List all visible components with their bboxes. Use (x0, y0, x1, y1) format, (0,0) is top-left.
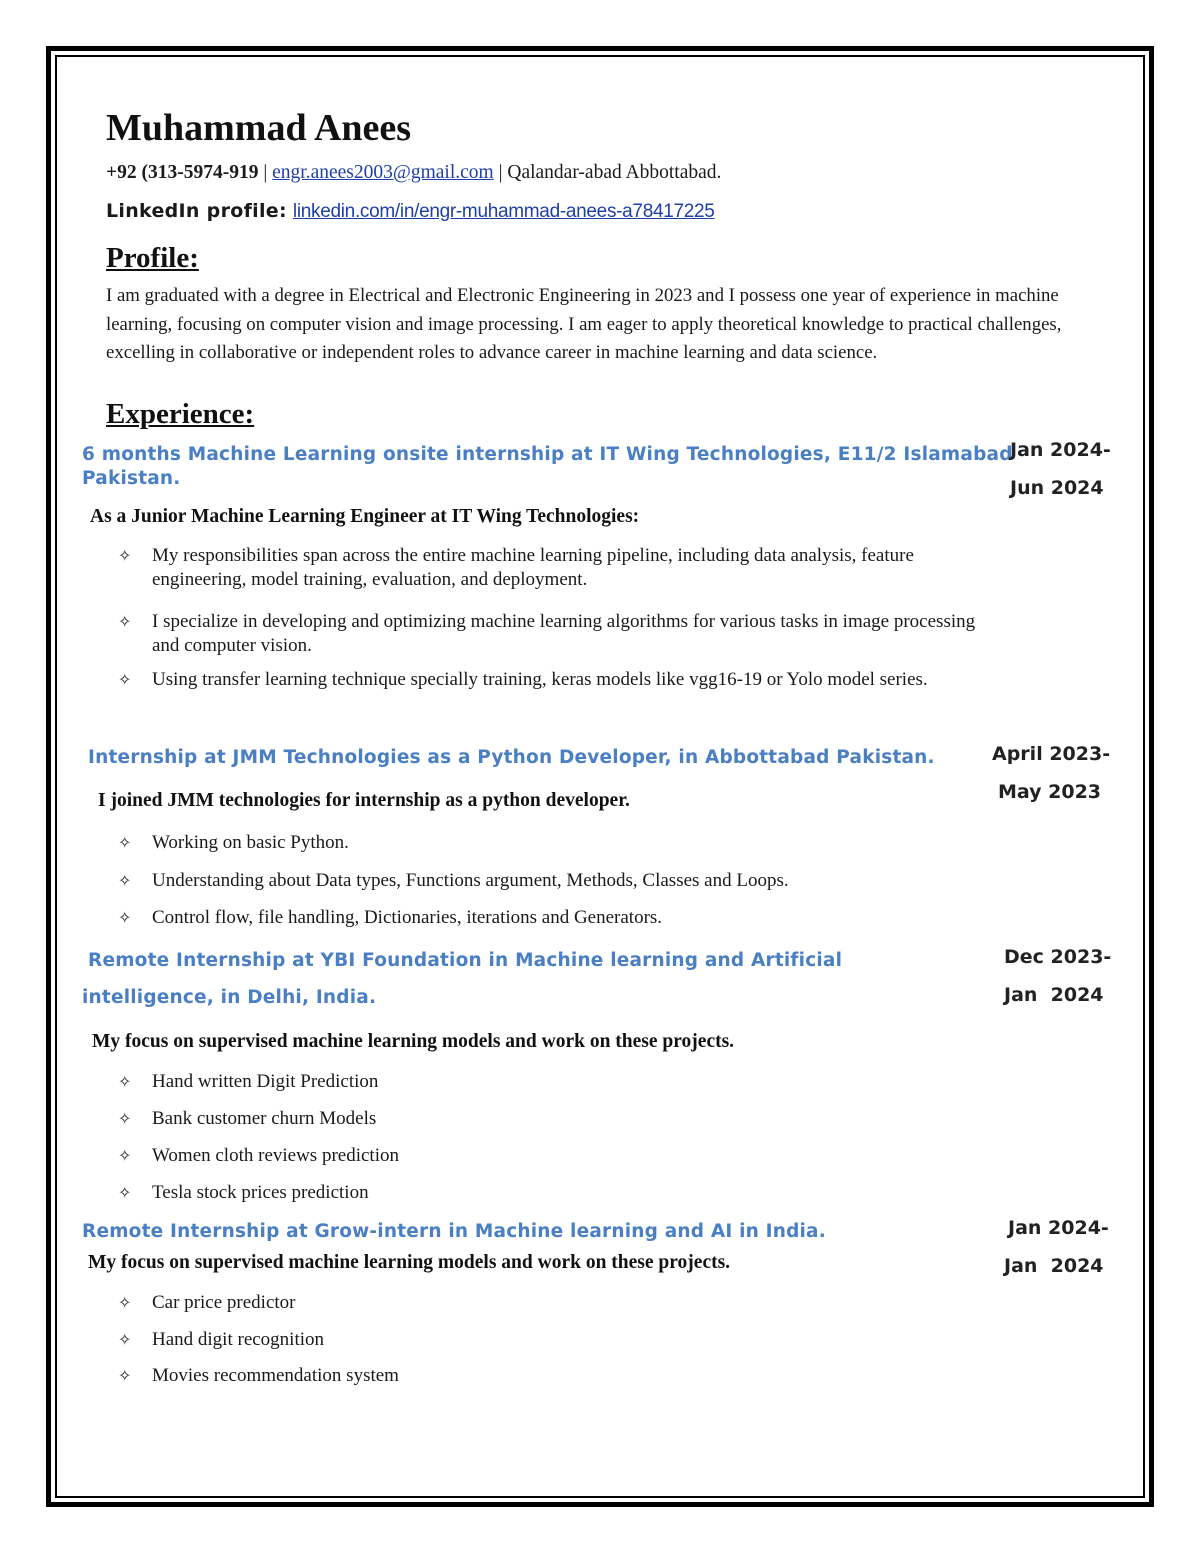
bullet-icon: ✧ (118, 833, 132, 852)
date-end: Jun 2024 (1010, 477, 1104, 499)
job-role: As a Junior Machine Learning Engineer at IT Wing Technologies: (90, 506, 640, 527)
job-dates (1004, 1209, 1109, 1285)
contact-line (106, 162, 721, 184)
phone-number: +92 (313-5974-919 (106, 162, 259, 183)
job-title: Remote Internship at Grow-intern in Machine learning and AI in India. (82, 1221, 826, 1242)
list-item: ✧ Understanding about Data types, Functions argument, Methods, Classes and Loops. (118, 862, 789, 900)
job-bullets (118, 544, 982, 692)
list-item: ✧ Car price predictor (118, 1285, 399, 1322)
email-link[interactable]: engr.anees2003@gmail.com (272, 162, 494, 183)
job-dates (992, 735, 1110, 811)
job-role: My focus on supervised machine learning models and work on these projects. (88, 1252, 731, 1273)
job-title: 6 months Machine Learning onsite internship at IT Wing Technologies, E11/2 Islamabad (82, 444, 1013, 465)
job-title-continued: intelligence, in Delhi, India. (82, 987, 377, 1008)
job-bullets (118, 1063, 399, 1211)
bullet-icon: ✧ (118, 1183, 132, 1202)
linkedin-line (106, 200, 715, 223)
job-title-continued: Pakistan. (82, 468, 181, 489)
bullet-icon: ✧ (118, 1146, 132, 1165)
job-bullets (118, 1285, 399, 1395)
date-end: Jan 2024 (1004, 1255, 1104, 1277)
linkedin-label: LinkedIn profile: (106, 200, 287, 222)
page-border-inner (55, 55, 1145, 1498)
date-end: May 2023 (998, 781, 1102, 803)
separator: | (493, 162, 508, 183)
bullet-icon: ✧ (118, 1366, 132, 1385)
list-item: ✧ Using transfer learning technique specially training, keras models like vgg16-19 or Yolo model series. (118, 669, 928, 690)
list-item: ✧ I specialize in developing and optimizing machine learning algorithms for various tasks in image processing and computer vision. (118, 611, 976, 656)
date-start: Dec 2023- (1004, 946, 1112, 968)
date-start: Jan 2024- (1008, 1217, 1109, 1239)
list-item: ✧ Bank customer churn Models (118, 1100, 399, 1137)
list-item: ✧ My responsibilities span across the entire machine learning pipeline, including data analysis, feature engineering, model training, evaluation, and deployment. (118, 545, 914, 590)
job-dates (1010, 431, 1111, 507)
profile-summary: I am graduated with a degree in Electrical and Electronic Engineering in 2023 and I possess one year of experience in machine learning, focusing on computer vision and image processing. I am eager to apply theoretical knowledge to practical challenges, excelling in collaborative or independent roles to advance career in machine learning and data science. (106, 285, 1062, 363)
list-item: ✧ Tesla stock prices prediction (118, 1174, 399, 1211)
bullet-icon: ✧ (118, 908, 132, 927)
job-title: Internship at JMM Technologies as a Python Developer, in Abbottabad Pakistan. (88, 747, 935, 768)
bullet-icon: ✧ (118, 546, 132, 565)
job-role: My focus on supervised machine learning models and work on these projects. (92, 1031, 735, 1052)
address: Qalandar-abad Abbottabad. (507, 162, 722, 183)
bullet-icon: ✧ (118, 1293, 132, 1312)
job-bullets (118, 824, 789, 937)
date-start: Jan 2024- (1010, 439, 1111, 461)
bullet-icon: ✧ (118, 870, 132, 890)
bullet-icon: ✧ (118, 670, 132, 689)
list-item: ✧ Hand written Digit Prediction (118, 1063, 399, 1100)
date-end: Jan 2024 (1004, 984, 1104, 1006)
bullet-icon: ✧ (118, 1072, 132, 1091)
bullet-icon: ✧ (118, 1329, 132, 1349)
bullet-icon: ✧ (118, 1109, 132, 1128)
job-dates (1004, 938, 1111, 1014)
bullet-icon: ✧ (118, 612, 132, 631)
list-item: ✧ Control flow, file handling, Dictionaries, iterations and Generators. (118, 899, 789, 937)
linkedin-link[interactable]: linkedin.com/in/engr-muhammad-anees-a78417225 (292, 201, 715, 222)
job-title: Remote Internship at YBI Foundation in Machine learning and Artificial (88, 950, 843, 971)
candidate-name: Muhammad Anees (106, 107, 412, 149)
date-start: April 2023- (992, 743, 1111, 765)
list-item: ✧ Hand digit recognition (118, 1322, 399, 1359)
profile-heading: Profile: (106, 242, 199, 274)
separator: | (258, 162, 273, 183)
list-item: ✧ Working on basic Python. (118, 824, 789, 862)
list-item: ✧ Movies recommendation system (118, 1358, 399, 1395)
list-item: ✧ Women cloth reviews prediction (118, 1137, 399, 1174)
experience-heading: Experience: (106, 398, 255, 430)
job-role: I joined JMM technologies for internship as a python developer. (98, 790, 630, 811)
